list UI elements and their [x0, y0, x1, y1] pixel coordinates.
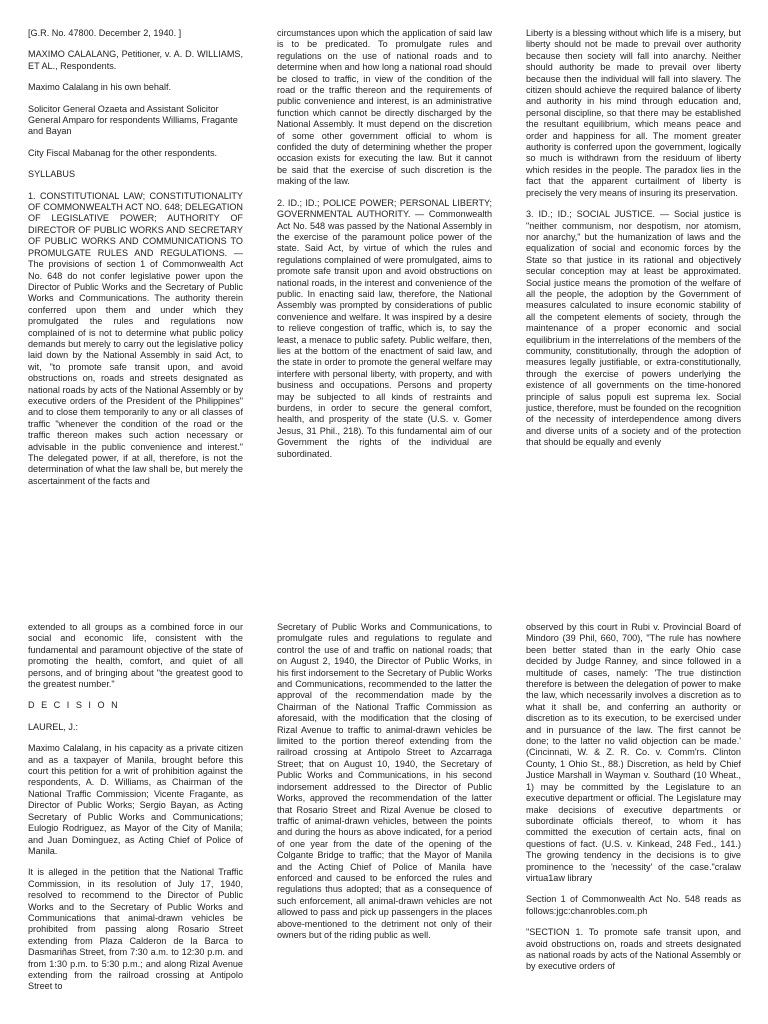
syllabus-paragraph-3: 3. ID.; ID.; SOCIAL JUSTICE. — Social justice is "neither communism, nor despotism, nor atomism, nor anarchy," but the humanization of laws and the equalization of social and economic forces by the State so that justice in its rational and objectively secular conception may at least be approximated. Social justice means the promotion of the welfare of all the people, the adoption by the Government of measures calculated to insure economic stability of all the competent elements of society, through the maintenance of a proper economic and social equilibrium in the interrelations of the members of the community, constitutionally, through the adoption of measures legally justifiable, or extra-constitutionally, through the exercise of powers underlying the existence of all governments on the time-honored principle of salus populi est suprema lex. Social justice, therefore, must be founded on the recognition of the necessity of interdependence among divers and diverse units of a society and of the protection that should be equally and evenly — [526, 209, 741, 448]
bottom-column-2 — [277, 622, 492, 1024]
syllabus-paragraph-3-continued: extended to all groups as a combined force in our social and economic life, consistent with the fundamental and paramount objective of the state of promoting the health, comfort, and quiet of all persons, and of bringing about "the greatest good to the greatest number." — [28, 622, 243, 690]
bottom-column-3 — [526, 622, 741, 1024]
decision-section-intro: Section 1 of Commonwealth Act No. 548 reads as follows:jgc:chanrobles.com.ph — [526, 894, 741, 916]
top-column-1 — [28, 28, 243, 560]
syllabus-paragraph-1: 1. CONSTITUTIONAL LAW; CONSTITUTIONALITY OF COMMONWEALTH ACT NO. 648; DELEGATION OF LEGISLATIVE POWER; AUTHORITY OF DIRECTOR OF PUBLIC WORKS AND SECRETARY OF PUBLIC WORKS AND COMMUNICATIONS TO PROMULGATE RULES AND REGULATIONS. — The provisions of section 1 of Commonwealth Act No. 648 do not confer legislative power upon the Director of Public Works and the Secretary of Public Works and Communications. The authority therein conferred upon them and under which they promulgated the rules and regulations now complained of is not to determine what public policy demands but merely to carry out the legislative policy laid down by the National Assembly in said Act, to wit, "to promote safe transit upon, and avoid obstructions on, roads and streets designated as national roads by acts of the National Assembly or by executive orders of the President of the Philippines" and to close them temporarily to any or all classes of traffic "whenever the condition of the road or the traffic thereon makes such action necessary or advisable in the public convenience and interest." The delegated power, if at all, therefore, is not the determination of what the law shall be, but merely the ascertainment of the facts and — [28, 190, 243, 486]
decision-heading: D E C I S I O N — [28, 700, 120, 711]
petitioner-counsel: Maximo Calalang in his own behalf. — [28, 82, 172, 93]
decision-paragraph-1: Maximo Calalang, in his capacity as a private citizen and as a taxpayer of Manila, brought before this court this petition for a writ of prohibition against the respondents, A. D. Williams, as Chairman of the National Traffic Commission; Vicente Fragante, as Director of Public Works; Sergio Bayan, as Acting Secretary of Public Works and Communications; Eulogio Rodriguez, as Mayor of the City of Manila; and Juan Dominguez, as Acting Chief of Police of Manila. — [28, 743, 243, 856]
page-bottom-band — [0, 622, 768, 1024]
case-number: [G.R. No. 47800. December 2, 1940. ] — [28, 28, 182, 38]
other-respondent-counsel: City Fiscal Mabanag for the other respondents. — [28, 147, 218, 158]
decision-paragraph-2: It is alleged in the petition that the National Traffic Commission, in its resolution of July 17, 1940, resolved to recommend to the Director of Public Works and to the Secretary of Public Works and Communications that animal-drawn vehicles be prohibited from passing along Rosario Street extending from Plaza Calderon de la Barca to Dasmariñas Street, from 7:30 a.m. to 12:30 p.m. and from 1:30 p.m. to 5:30 p.m.; and along Rizal Avenue extending from the railroad crossing at Antipolo Street to — [28, 867, 243, 992]
decision-rubi-quote: observed by this court in Rubi v. Provincial Board of Mindoro (39 Phil, 660, 700), "The rule has nowhere been better stated than in the early Ohio case decided by Judge Ranney, and since followed in a multitude of cases, namely: 'The true distinction therefore is between the delegation of power to make the law, which necessarily involves a discretion as to what it shall be, and conferring an authority or discretion as to its execution, to be exercised under and in pursuance of the law. The first cannot be done; to the latter no valid objection can be made.' (Cincinnati, W. & Z. R. Co. v. Comm'rs. Clinton County, 1 Ohio St., 88.) Discretion, as held by Chief Justice Marshall in Wayman v. Southard (10 Wheat., 1) may be committed by the Legislature to an executive department or official. The Legislature may make decisions of executive departments or subordinate officials thereof, to whom it has committed the execution of certain acts, final on questions of fact. (U.S. v. Kinkead, 248 Fed., 141.) The growing tendency in the decisions is to give prominence to the 'necessity' of the case."cralaw virtua1aw library — [526, 622, 741, 883]
ponente: LAUREL, J.: — [28, 721, 79, 732]
respondent-counsel: Solicitor General Ozaeta and Assistant Solicitor General Amparo for respondents Williams, Fragante and Bayan — [28, 103, 238, 137]
decision-section-quote: "SECTION 1. To promote safe transit upon, and avoid obstructions on, roads and streets designated as national roads by acts of the National Assembly or by executive orders of — [526, 927, 741, 972]
top-column-3 — [526, 28, 741, 560]
case-parties: MAXIMO CALALANG, Petitioner, v. A. D. WILLIAMS, ET AL., Respondents. — [28, 49, 243, 71]
page-top-band — [0, 28, 768, 560]
syllabus-paragraph-2: 2. ID.; ID.; POLICE POWER; PERSONAL LIBERTY; GOVERNMENTAL AUTHORITY. — Commonwealth Act No. 548 was passed by the National Assembly in the exercise of the paramount police power of the state. Said Act, by virtue of which the rules and regulations complained of were promulgated, aims to promote safe transit upon and avoid obstructions on national roads, in the interest and convenience of the public. In enacting said law, therefore, the National Assembly was prompted by considerations of public convenience and welfare. It was inspired by a desire to relieve congestion of traffic, which is, to say the least, a menace to public safety. Public welfare, then, lies at the bottom of the enactment of said law, and the state in order to promote the general welfare may interfere with personal liberty, with property, and with business and occupations. Persons and property may be subjected to all kinds of restraints and burdens, in order to secure the general comfort, health, and prosperity of the state (U.S. v. Gomer Jesus, 31 Phil., 218). To this fundamental aim of our Government the rights of the individual are subordinated. — [277, 197, 492, 459]
syllabus-liberty-paragraph: Liberty is a blessing without which life is a misery, but liberty should not be made to prevail over authority because then society will fall into anarchy. Neither should authority be made to prevail over liberty because then the individual will fall into slavery. The citizen should achieve the required balance of liberty and authority in his mind through education and, personal discipline, so that there may be established the resultant equilibrium, which means peace and order and happiness for all. The moment greater authority is conferred upon the government, logically so much is withdrawn from the residuum of liberty which resides in the people. The paradox lies in the fact that the apparent curtailment of liberty is precisely the very means of insuring its preservation. — [526, 28, 741, 198]
top-column-2 — [277, 28, 492, 560]
bottom-column-1 — [28, 622, 243, 1024]
syllabus-paragraph-1-continued: circumstances upon which the application of said law is to be predicated. To promulgate rules and regulations on the use of national roads and to determine when and how long a national road should be closed to traffic, in view of the condition of the road or the traffic thereon and the requirements of public convenience and interest, is an administrative function which cannot be directly discharged by the National Assembly. It must depend on the discretion of some other government official to whom is confided the duty of determining whether the proper occasion exists for executing the law. But it cannot be said that the exercise of such discretion is the making of the law. — [277, 28, 492, 187]
decision-paragraph-2-continued: Secretary of Public Works and Communications, to promulgate rules and regulations to regulate and control the use of and traffic on national roads; that on August 2, 1940, the Director of Public Works, in his first indorsement to the Secretary of Public Works and Communications, recommended to the latter the approval of the recommendation made by the Chairman of the National Traffic Commission as aforesaid, with the modification that the closing of Rizal Avenue to traffic to animal-drawn vehicles be limited to the portion thereof extending from the railroad crossing at Antipolo Street to Azcarraga Street; that on August 10, 1940, the Secretary of Public Works and Communications, in his second indorsement addressed to the Director of Public Works, approved the recommendation of the latter that Rosario Street and Rizal Avenue be closed to traffic of animal-drawn vehicles, between the points and during the hours as above indicated, for a period of one year from the date of the opening of the Colgante Bridge to traffic; that the Mayor of Manila and the Acting Chief of Police of Manila have enforced and caused to be enforced the rules and regulations thus adopted; that as a consequence of such enforcement, all animal-drawn vehicles are not allowed to pass and pick up passengers in the places above-mentioned to the detriment not only of their owners but of the riding public as well. — [277, 622, 492, 940]
syllabus-heading: SYLLABUS — [28, 169, 76, 180]
